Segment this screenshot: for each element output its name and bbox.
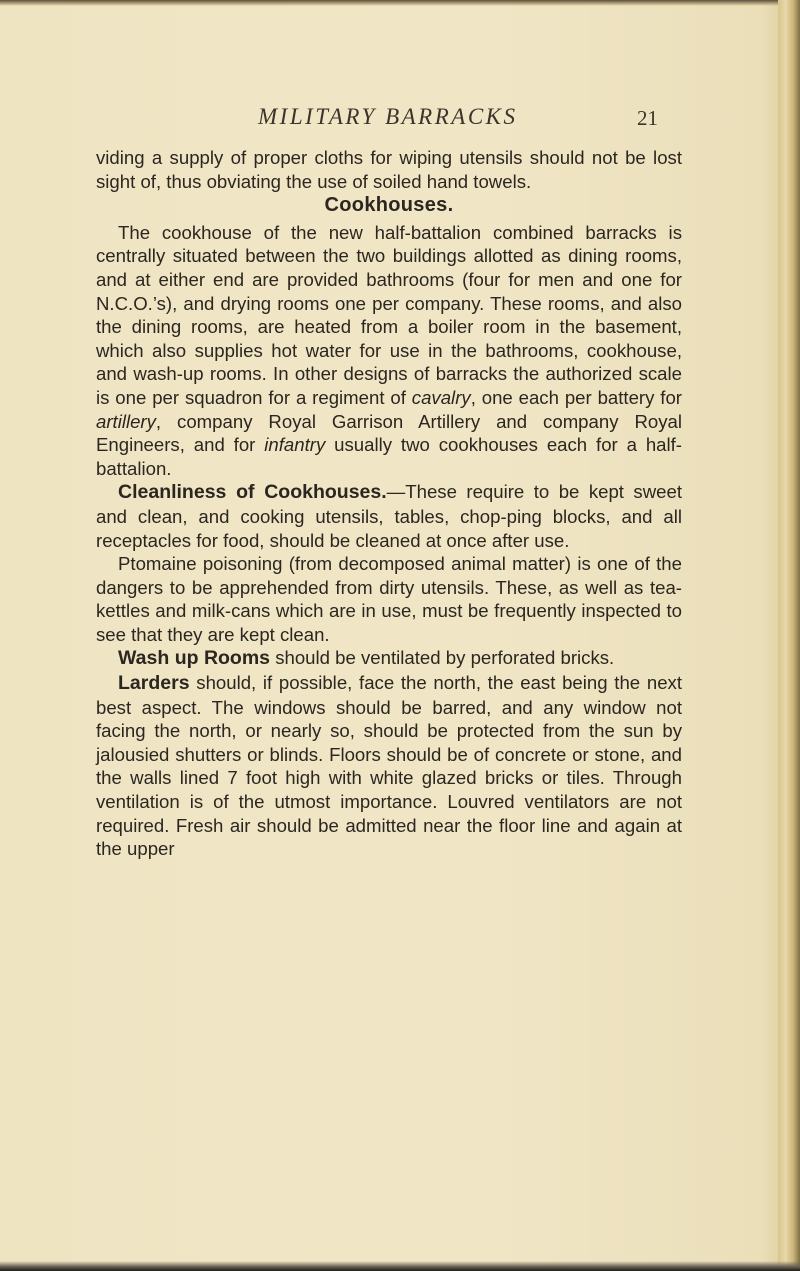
page-right-edge (778, 0, 800, 1271)
paragraph-continuation: viding a supply of proper cloths for wiping utensils should not be lost sight of, thus obviating the use of soiled hand towels. (96, 147, 682, 192)
paragraph-cleanliness (96, 480, 682, 552)
paragraph-ptomaine: Ptomaine poisoning (from decomposed animal matter) is one of the dangers to be apprehended from dirty utensils. These, as well as tea-kettles and milk-cans which are in use, must be frequently inspected to see that they are kept clean. (96, 553, 682, 645)
paragraph-larders (96, 671, 682, 861)
run-in-heading-cleanliness: Cleanliness of Cookhouses. (118, 481, 387, 504)
text-span: —These require to be kept sweet and clean, and cooking utensils, tables, chop-ping blocks, and all receptacles for food, should be cleaned at once after use. (96, 481, 683, 551)
body-text (96, 146, 682, 861)
text-span: , company Royal Garrison Artillery and company Royal Engineers, and for (96, 410, 682, 456)
running-header: MILITARY BARRACKS (258, 104, 518, 129)
paragraph-cookhouse-description (96, 221, 682, 481)
page-bottom-edge (0, 1261, 800, 1271)
section-heading-cookhouses: Cookhouses. (324, 194, 454, 217)
run-in-heading-washup: Wash up Rooms (118, 647, 271, 670)
italic-artillery: artillery (96, 410, 156, 432)
paragraph-washup (96, 646, 682, 671)
run-in-heading-larders: Larders (118, 672, 190, 695)
page-top-edge (0, 0, 800, 6)
text-span: usually two cookhouses each for a half-battalion. (96, 434, 682, 479)
text-span: should, if possible, face the north, the east being the next best aspect. The windows should be barred, and any window not facing the north, or nearly so, should be protected from the sun by jalousied shutters or blinds. Floors should be of concrete or stone, and the walls lined 7 foot high with white glazed bricks or tiles. Through ventilation is of the utmost importance. Louvred ventilators are not required. Fresh air should be admitted near the floor line and again at the upper (96, 672, 682, 860)
text-span: The cookhouse of the new half-battalion combined barracks is centrally situated between the two buildings allotted as dining rooms, and at either end are provided bathrooms (four for men and one for N.C.O.’s), and drying rooms one per company. These rooms, and also the dining rooms, are heated from a boiler room in the basement, which also supplies hot water for use in the bathrooms, cookhouse, and wash-up rooms. In other designs of barracks the authorized scale is one per squadron for a regiment of (96, 221, 682, 408)
italic-cavalry: cavalry (411, 386, 471, 408)
italic-infantry: infantry (264, 434, 326, 456)
text-span: should be ventilated by perforated bricks. (275, 647, 615, 669)
page-number: 21 (637, 106, 658, 130)
text-span: , one each per battery for (470, 386, 682, 408)
